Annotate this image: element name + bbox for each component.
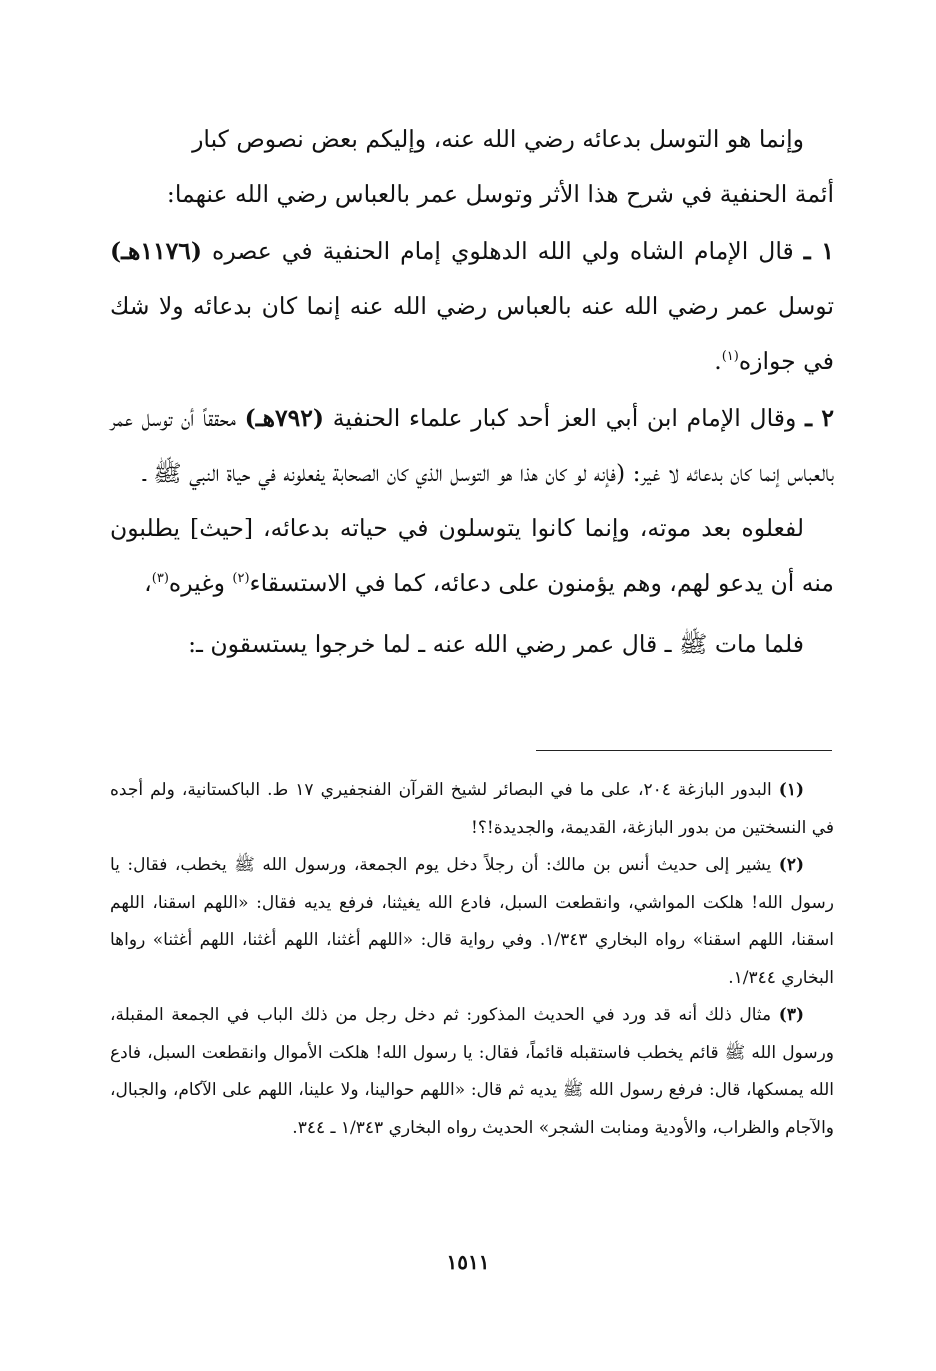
quote-end: وغيره <box>168 569 225 597</box>
main-text <box>110 112 834 672</box>
footnote-2-number: (٢) <box>778 855 805 875</box>
footnote-3-number: (٣) <box>778 1005 805 1025</box>
footnote-3-text: مثال ذلك أنه قد ورد في الحديث المذكور: ثم دخل رجل من ذلك الباب في الجمعة المقبلة، ورسول الله ﷺ قائم يخطب فاستقبله قائماً، فقال: يا رسول الله! هلكت الأموال وانقطعت السبل، فادع الله يمسكها، قال: فرفع رسول الله ﷺ يديه ثم قال: «اللهم حوالينا، ولا علينا، اللهم على الآكام، والجبال، والآجام والظراب، والأودية ومنابت الشجر» الحديث رواه البخاري ١/٣٤٣ ـ ٣٤٤. <box>110 1005 834 1138</box>
footnote-1 <box>110 772 834 847</box>
item-1-label: ١ ـ <box>803 237 834 265</box>
item-1-text: قال الإمام الشاه ولي الله الدهلوي إمام الحنفية في عصره <box>212 237 794 265</box>
footnote-1-number: (١) <box>778 780 805 800</box>
item-2-date: (٧٩٢هـ) <box>244 404 325 432</box>
intro-line-1: وإنما هو التوسل بدعائه رضي الله عنه، وإليكم بعض نصوص كبار <box>192 125 804 153</box>
closing-line: فلما مات ﷺ ـ قال عمر رضي الله عنه ـ لما خرجوا يستسقون ـ: <box>188 630 804 658</box>
footnote-ref-3: (٣) <box>151 571 169 587</box>
item-2-label: ٢ ـ <box>805 404 834 432</box>
footnotes <box>110 772 834 1147</box>
footnote-ref-1: (١) <box>721 349 739 365</box>
footnote-divider <box>536 750 832 751</box>
footnote-3 <box>110 997 834 1147</box>
footnote-ref-2: (٢) <box>232 571 250 587</box>
item-1-end: . <box>714 347 722 375</box>
quote-tail: ، <box>144 569 152 597</box>
item-1-continuation: توسل عمر رضي الله عنه بالعباس رضي الله عنه إنما كان بدعائه ولا شك في جوازه <box>110 292 834 375</box>
item-2-continuation: محققاً أن توسل عمر بالعباس إنما كان بدعائه لا غير: (فإنه لو كان هذا هو التوسل الذي كان الصحابة يفعلونه في حياة النبي ﷺ ـ <box>110 404 834 487</box>
quote-text: لفعلوه بعد موته، وإنما كانوا يتوسلون في حياته بدعائه، [حيث] يطلبون منه أن يدعو لهم، وهم يؤمنون على دعائه، كما في الاستسقاء <box>110 514 834 597</box>
quote-paragraph <box>110 501 834 611</box>
footnote-1-text: البدور البازغة ٢٠٤، على ما في البصائر لشيخ القرآن الفنجفيري ١٧ ط. الباكستانية، ولم أجده في النسختين من بدور البازغة، القديمة، والجديدة!؟! <box>110 780 834 838</box>
footnote-2-text: يشير إلى حديث أنس بن مالك: أن رجلاً دخل يوم الجمعة، ورسول الله ﷺ يخطب، فقال: يا رسول الله! هلكت المواشي، وانقطعت السبل، فادع الله يغيثنا، فرفع يديه فقال: «اللهم اسقنا، اللهم اسقنا، اللهم اسقنا» رواه البخاري ١/٣٤٣. وفي رواية قال: «اللهم أغثنا، اللهم أغثنا، اللهم أغثنا» رواها البخاري ١/٣٤٤. <box>110 855 834 988</box>
item-1-date: (١١٧٦هـ) <box>110 237 203 265</box>
item-2-paragraph <box>110 391 834 501</box>
intro-line-2: أئمة الحنفية في شرح هذا الأثر وتوسل عمر بالعباس رضي الله عنهما: <box>166 180 834 208</box>
page-number: ١٥١١ <box>446 1250 490 1274</box>
item-1-paragraph <box>110 224 834 389</box>
footnote-2 <box>110 847 834 997</box>
item-2-text: وقال الإمام ابن أبي العز أحد كبار علماء الحنفية <box>332 404 797 432</box>
